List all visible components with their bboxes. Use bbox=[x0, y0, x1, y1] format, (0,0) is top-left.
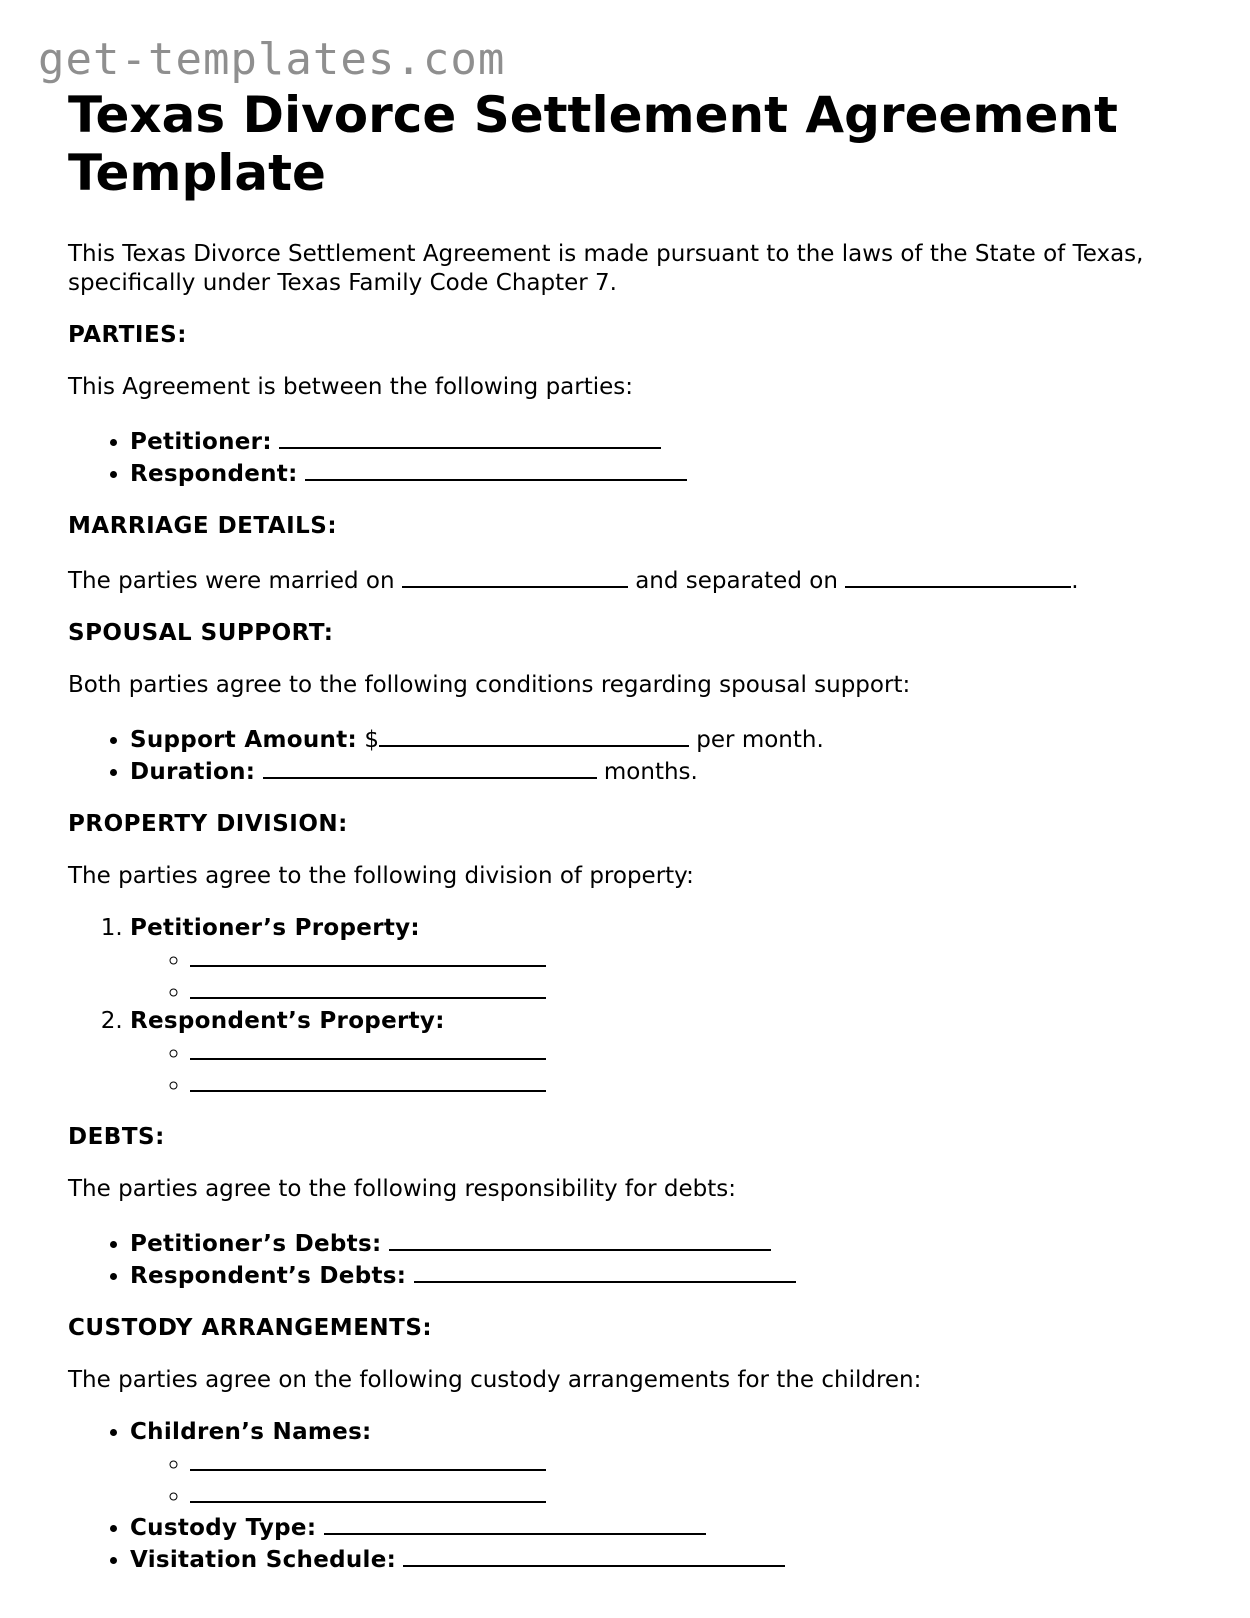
custody-type-label: Custody Type: bbox=[130, 1515, 317, 1541]
respondent-debts-label: Respondent’s Debts: bbox=[130, 1263, 407, 1289]
respondent-property-sublist bbox=[130, 1036, 1208, 1100]
list-item bbox=[130, 1418, 1208, 1511]
list-item bbox=[130, 1007, 1208, 1100]
parties-text: This Agreement is between the following parties: bbox=[68, 374, 634, 400]
custody-heading: CUSTODY ARRANGEMENTS: bbox=[68, 1315, 433, 1341]
marriage-text-middle: and separated on bbox=[635, 568, 838, 594]
petitioner-property-blank-2[interactable] bbox=[190, 975, 546, 999]
property-heading: PROPERTY DIVISION: bbox=[68, 811, 348, 837]
list-item bbox=[190, 1068, 1208, 1100]
debts-heading: DEBTS: bbox=[68, 1124, 165, 1150]
parties-heading: PARTIES: bbox=[68, 322, 187, 348]
support-amount-blank[interactable] bbox=[379, 723, 689, 747]
marriage-text-end: . bbox=[1071, 568, 1079, 594]
document-body bbox=[68, 86, 1208, 1598]
respondent-property-blank-1[interactable] bbox=[190, 1036, 546, 1060]
list-item bbox=[190, 1036, 1208, 1068]
child-name-blank-1[interactable] bbox=[190, 1447, 546, 1471]
spousal-text: Both parties agree to the following conditions regarding spousal support: bbox=[68, 672, 911, 698]
marriage-text-before: The parties were married on bbox=[68, 568, 395, 594]
dollar-sign: $ bbox=[364, 727, 379, 753]
support-amount-label: Support Amount: bbox=[130, 727, 358, 753]
list-item bbox=[130, 914, 1208, 1007]
list-item bbox=[130, 1227, 1208, 1259]
respondent-property-blank-2[interactable] bbox=[190, 1068, 546, 1092]
petitioner-property-blank-1[interactable] bbox=[190, 943, 546, 967]
custody-list bbox=[68, 1418, 1208, 1575]
spousal-heading: SPOUSAL SUPPORT: bbox=[68, 620, 334, 646]
respondent-debts-blank[interactable] bbox=[414, 1259, 796, 1283]
custody-text: The parties agree on the following custody arrangements for the children: bbox=[68, 1367, 922, 1393]
debts-list bbox=[68, 1227, 1208, 1291]
parties-list bbox=[68, 425, 1208, 489]
list-item bbox=[130, 1259, 1208, 1291]
married-date-blank[interactable] bbox=[402, 564, 628, 588]
watermark: get-templates.com bbox=[38, 34, 506, 85]
list-item bbox=[190, 1447, 1208, 1479]
list-item bbox=[190, 975, 1208, 1007]
custody-type-blank[interactable] bbox=[324, 1511, 706, 1535]
list-item bbox=[130, 755, 1208, 787]
list-item bbox=[130, 425, 1208, 457]
list-item bbox=[130, 1543, 1208, 1575]
duration-blank[interactable] bbox=[263, 755, 597, 779]
per-month-text: per month. bbox=[696, 727, 824, 753]
spousal-list bbox=[68, 723, 1208, 787]
property-list bbox=[68, 914, 1208, 1100]
petitioner-debts-blank[interactable] bbox=[389, 1227, 771, 1251]
list-item bbox=[130, 457, 1208, 489]
respondent-blank[interactable] bbox=[305, 457, 687, 481]
debts-text: The parties agree to the following responsibility for debts: bbox=[68, 1176, 736, 1202]
child-name-blank-2[interactable] bbox=[190, 1479, 546, 1503]
intro-paragraph: This Texas Divorce Settlement Agreement is made pursuant to the laws of the State of Texas, specifically under Texas Family Code Chapter 7. bbox=[68, 241, 1144, 296]
petitioner-blank[interactable] bbox=[279, 425, 661, 449]
document-title: Texas Divorce Settlement Agreement Template bbox=[68, 86, 1118, 202]
respondent-property-label: Respondent’s Property: bbox=[130, 1008, 445, 1034]
list-item bbox=[190, 1479, 1208, 1511]
petitioner-label: Petitioner: bbox=[130, 429, 272, 455]
separated-date-blank[interactable] bbox=[845, 564, 1071, 588]
visitation-schedule-label: Visitation Schedule: bbox=[130, 1547, 397, 1573]
marriage-text bbox=[68, 564, 1208, 596]
children-names-sublist bbox=[130, 1447, 1208, 1511]
duration-label: Duration: bbox=[130, 759, 256, 785]
marriage-heading: MARRIAGE DETAILS: bbox=[68, 513, 338, 539]
children-names-label: Children’s Names: bbox=[130, 1419, 372, 1445]
list-item bbox=[130, 1511, 1208, 1543]
months-text: months. bbox=[603, 759, 698, 785]
petitioner-debts-label: Petitioner’s Debts: bbox=[130, 1231, 382, 1257]
property-text: The parties agree to the following division of property: bbox=[68, 863, 694, 889]
petitioner-property-sublist bbox=[130, 943, 1208, 1007]
list-item bbox=[130, 723, 1208, 755]
petitioner-property-label: Petitioner’s Property: bbox=[130, 915, 420, 941]
visitation-schedule-blank[interactable] bbox=[403, 1543, 785, 1567]
respondent-label: Respondent: bbox=[130, 461, 298, 487]
list-item bbox=[190, 943, 1208, 975]
